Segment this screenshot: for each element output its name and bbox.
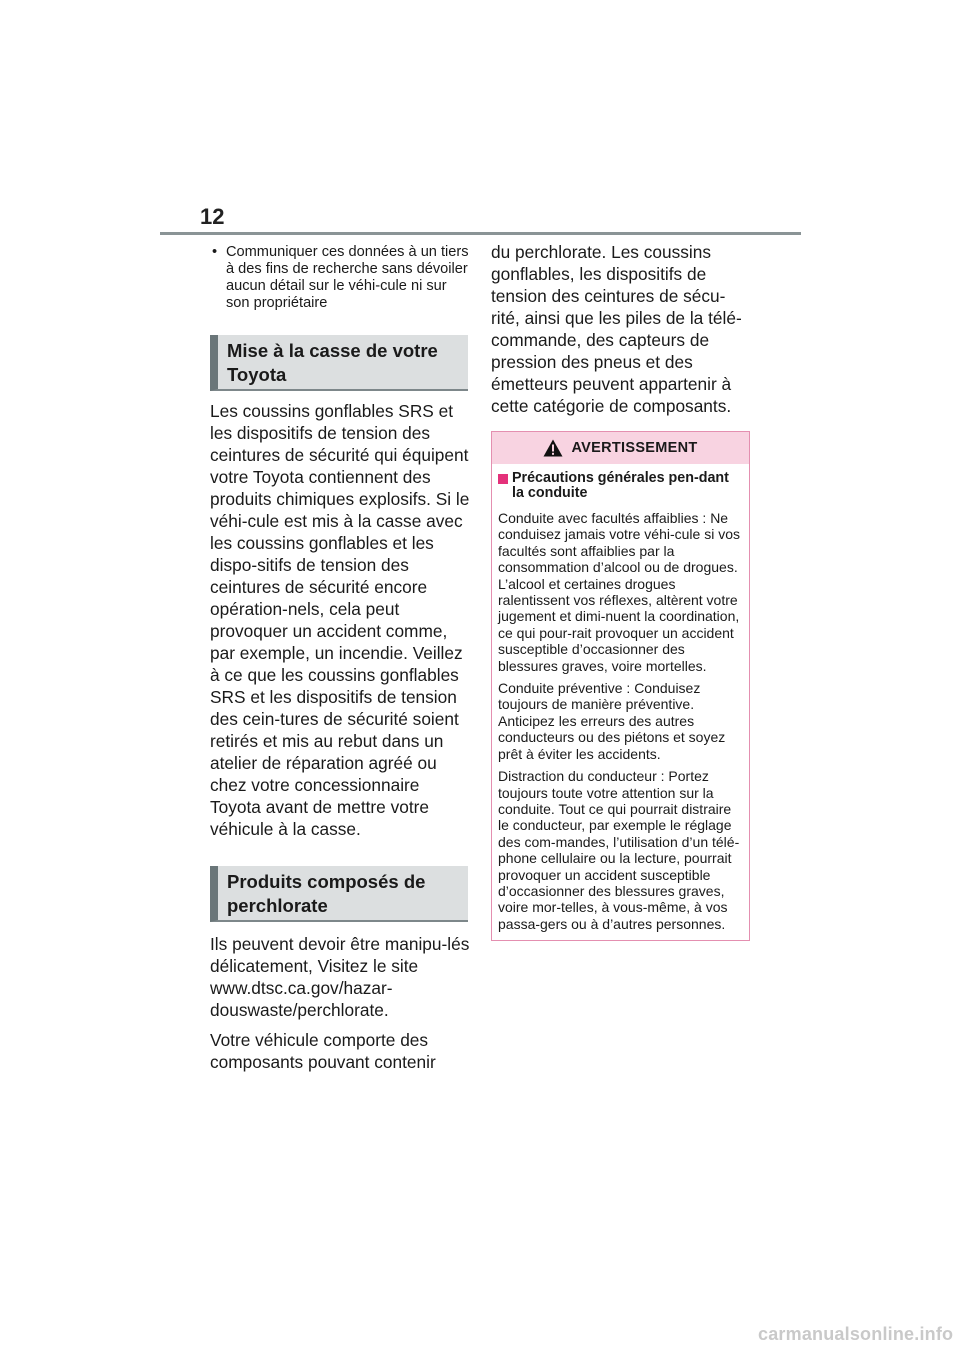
warning-triangle-icon [543,439,563,457]
header-rule [160,232,801,235]
warning-box [491,431,750,941]
perchlorate-paragraph-continued: du perchlorate. Les coussins gonflables, les dispositifs de tension des ceintures de sécu-rité, ainsi que les piles de la télé-commande, des capteurs de pression des pneus et des émetteurs peuvent appartenir à cette catégorie de composants. [491,242,742,416]
warning-header [492,432,749,464]
warning-text-defensive: Conduite préventive : Conduisez toujours de manière préventive. Anticipez les erreurs des autres conducteurs ou des piétons et soyez prêt à éviter les accidents. [498,680,726,762]
section-heading-perchlorate: Produits composés de perchlorate [210,866,468,922]
watermark: carmanualsonline.info [758,1324,954,1344]
square-bullet-icon [498,474,508,484]
warning-subheading [498,471,743,501]
page-number: 12 [200,204,225,229]
perchlorate-paragraph-1: Ils peuvent devoir être manipu-lés délicatement, Visitez le site www.dtsc.ca.gov/hazar-douswaste/perchlorate. [210,934,470,1020]
warning-title: AVERTISSEMENT [571,440,698,456]
bullet-text: Communiquer ces données à un tiers à des fins de recherche sans dévoiler aucun détail sur le véhi-cule ni sur son propriétaire [226,244,469,311]
bullet-item [210,244,470,312]
bullet-dot: • [212,244,218,260]
perchlorate-paragraph-2: Votre véhicule comporte des composants pouvant contenir [210,1030,436,1072]
disposal-paragraph: Les coussins gonflables SRS et les dispositifs de tension des ceintures de sécurité qui équipent votre Toyota contiennent des produits chimiques explosifs. Si le véhi-cule est mis à la casse avec les coussins gonflables et les dispo-sitifs de tension des ceintures de sécurité encore opération-nels, cela peut provoquer un accident comme, par exemple, un incendie. Veillez à ce que les coussins gonflables SRS et les dispositifs de tension des cein-tures de sécurité soient retirés et mis au rebut dans un atelier de réparation agréé ou chez votre concessionnaire Toyota avant de mettre votre véhicule à la casse. [210,401,470,839]
section-heading-disposal: Mise à la casse de votre Toyota [210,335,468,391]
right-column [491,241,753,941]
warning-subheading-text: Précautions générales pen-dant la conduite [512,470,729,501]
warning-body [492,464,749,932]
warning-text-impaired: Conduite avec facultés affaiblies : Ne conduisez jamais votre véhi-cule si vos facultés sont affaiblies par la consommation d’alcool ou de drogues. L’alcool et certaines drogues ralentissent vos réflexes, altèrent votre jugement et dimi-nuent la coordination, ce qui pour-rait provoquer un accident susceptible d’occasionner des blessures graves, voire mortelles. [498,510,740,674]
warning-text-distraction: Distraction du conducteur : Portez toujours toute votre attention sur la conduite. Tout ce qui pourrait distraire le conducteur, par exemple le réglage des com-mandes, l’utilisation d’un télé-phone cellulaire ou la lecture, pourrait provoquer un accident susceptible d’occasionner des blessures graves, voire mor-telles, à vous-même, à vos passa-gers ou à d’autres personnes. [498,768,740,932]
left-column [210,244,470,1073]
